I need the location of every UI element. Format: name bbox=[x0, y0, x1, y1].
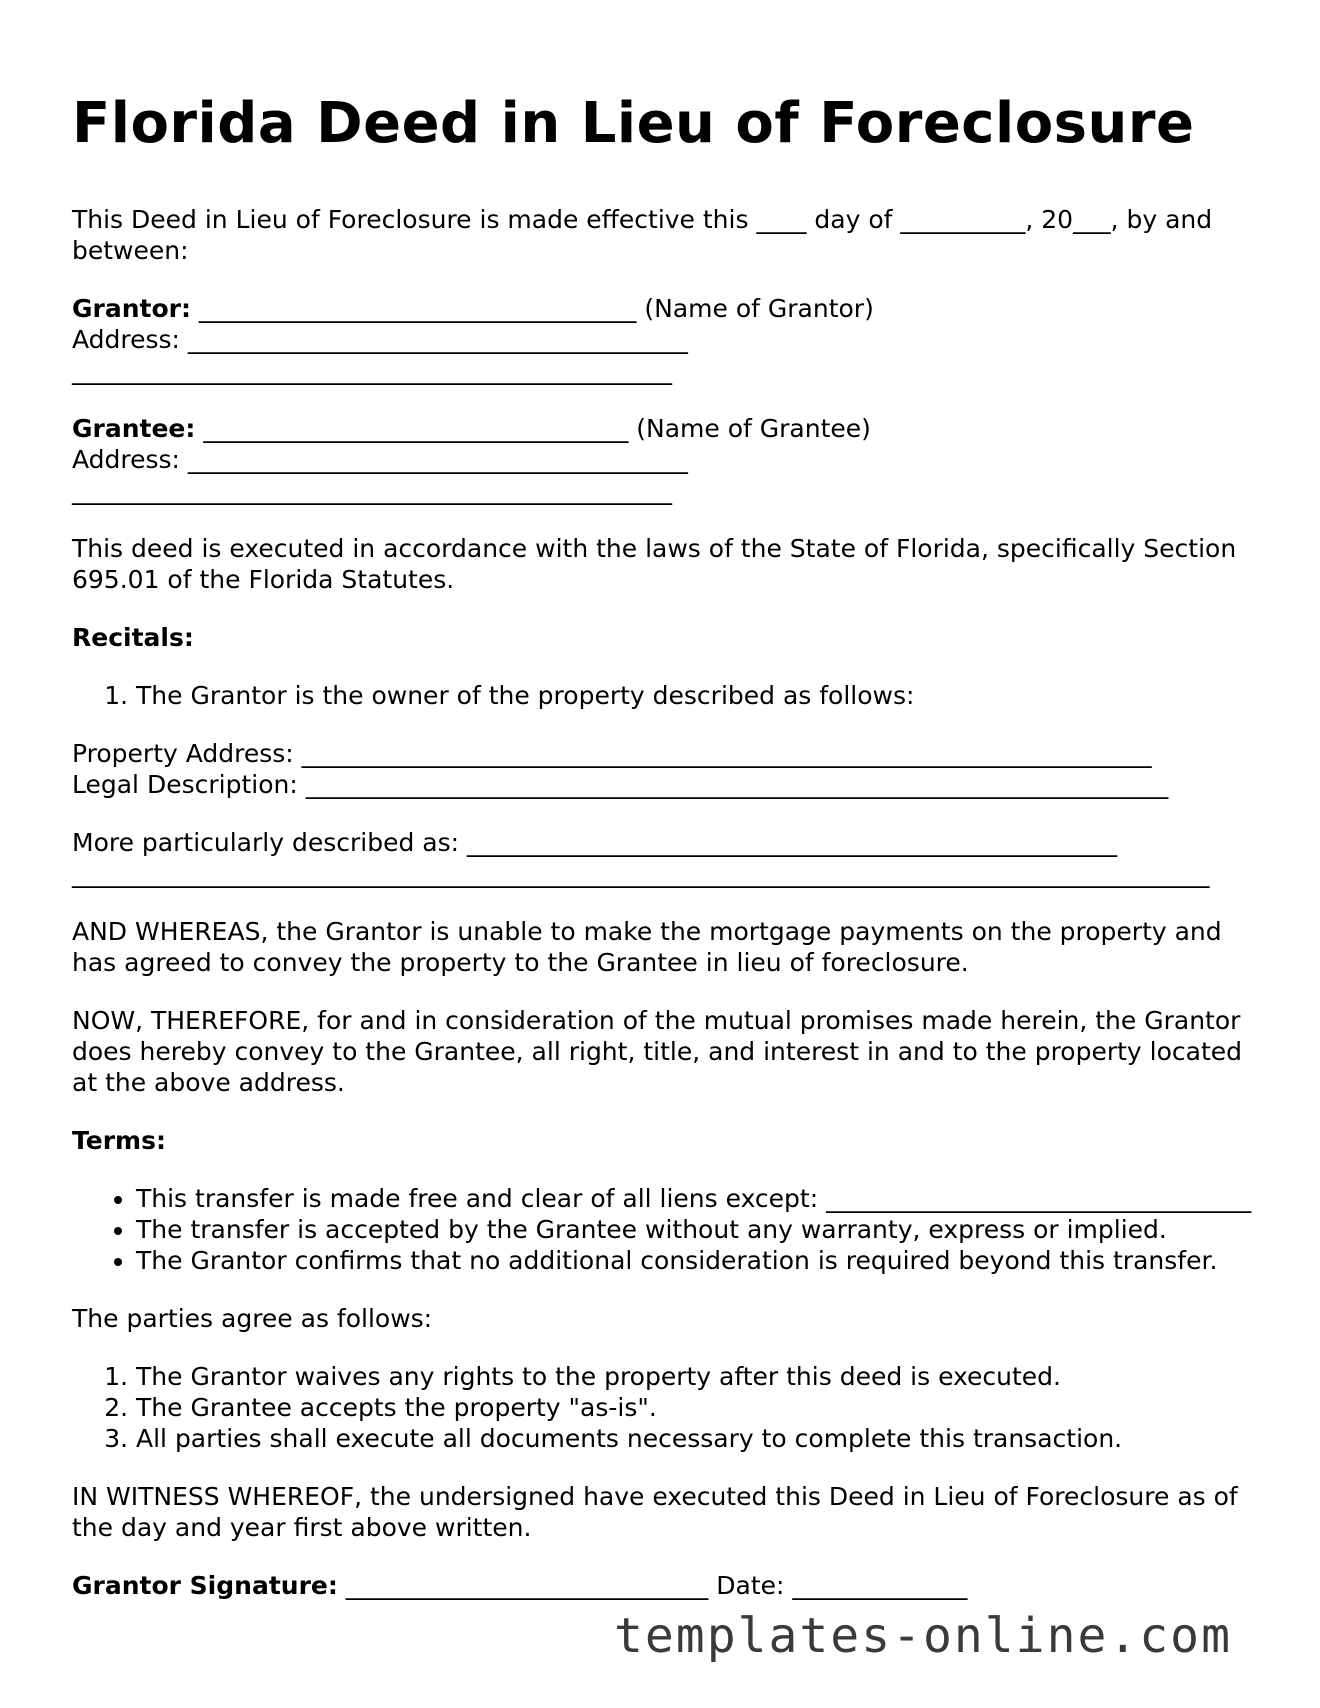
grantor-name-line: ___________________________________ (Name of Grantor) bbox=[190, 294, 874, 323]
more-described-line: More particularly described as: ____________________________________________________ bbox=[72, 828, 1117, 857]
list-item: 1. The Grantor waives any rights to the property after this deed is executed. bbox=[136, 1361, 1262, 1392]
document-title: Florida Deed in Lieu of Foreclosure bbox=[72, 91, 1195, 156]
intro-paragraph: This Deed in Lieu of Foreclosure is made effective this ____ day of __________, 20___, by and between: bbox=[72, 205, 1213, 265]
watermark: templates-online.com bbox=[614, 1608, 1232, 1664]
more-described-block bbox=[72, 827, 1262, 889]
grantor-address-line2: ________________________________________________ bbox=[72, 356, 672, 385]
grantor-label: Grantor: bbox=[72, 294, 191, 323]
legal-description-line: Legal Description: _____________________________________________________________________ bbox=[72, 770, 1169, 799]
property-address-line: Property Address: ____________________________________________________________________ bbox=[72, 739, 1152, 768]
grantee-address-line2: ________________________________________________ bbox=[72, 476, 672, 505]
recitals-list bbox=[72, 680, 1262, 711]
terms-heading: Terms: bbox=[72, 1126, 166, 1155]
now-therefore-paragraph: NOW, THEREFORE, for and in consideration of the mutual promises made herein, the Grantor does hereby convey to the Grantee, all right, title, and interest in and to the property located at the above address. bbox=[72, 1006, 1243, 1097]
signature-block bbox=[72, 1570, 1262, 1601]
list-item: 1. The Grantor is the owner of the property described as follows: bbox=[136, 680, 1262, 711]
whereas-paragraph: AND WHEREAS, the Grantor is unable to make the mortgage payments on the property and has agreed to convey the property to the Grantee in lieu of foreclosure. bbox=[72, 917, 1222, 977]
witness-paragraph: IN WITNESS WHEREOF, the undersigned have executed this Deed in Lieu of Foreclosure as of the day and year first above written. bbox=[72, 1482, 1238, 1542]
grantor-block bbox=[72, 293, 1262, 386]
grantee-label: Grantee: bbox=[72, 414, 196, 443]
list-item: 3. All parties shall execute all documents necessary to complete this transaction. bbox=[136, 1423, 1262, 1454]
grantee-block bbox=[72, 413, 1262, 506]
statute-paragraph: This deed is executed in accordance with the laws of the State of Florida, specifically Section 695.01 of the Florida Statutes. bbox=[72, 534, 1237, 594]
more-described-line2: ___________________________________________________________________________________________ bbox=[72, 859, 1210, 888]
terms-list bbox=[72, 1183, 1262, 1276]
agree-intro: The parties agree as follows: bbox=[72, 1304, 433, 1333]
grantee-name-line: __________________________________ (Name of Grantee) bbox=[195, 414, 871, 443]
signature-label: Grantor Signature: bbox=[72, 1571, 338, 1600]
document-page bbox=[72, 0, 1262, 1601]
list-item: • This transfer is made free and clear of all liens except: __________________________________ bbox=[136, 1183, 1262, 1214]
list-item: • The transfer is accepted by the Grantee without any warranty, express or implied. bbox=[136, 1214, 1262, 1245]
property-block bbox=[72, 738, 1262, 800]
signature-line: _____________________________ Date: ______________ bbox=[337, 1571, 968, 1600]
recitals-heading: Recitals: bbox=[72, 623, 194, 652]
list-item: • The Grantor confirms that no additional consideration is required beyond this transfer. bbox=[136, 1245, 1262, 1276]
grantor-address: Address: ________________________________________ bbox=[72, 325, 688, 354]
list-item: 2. The Grantee accepts the property "as-is". bbox=[136, 1392, 1262, 1423]
grantee-address: Address: ________________________________________ bbox=[72, 445, 688, 474]
agree-list bbox=[72, 1361, 1262, 1454]
